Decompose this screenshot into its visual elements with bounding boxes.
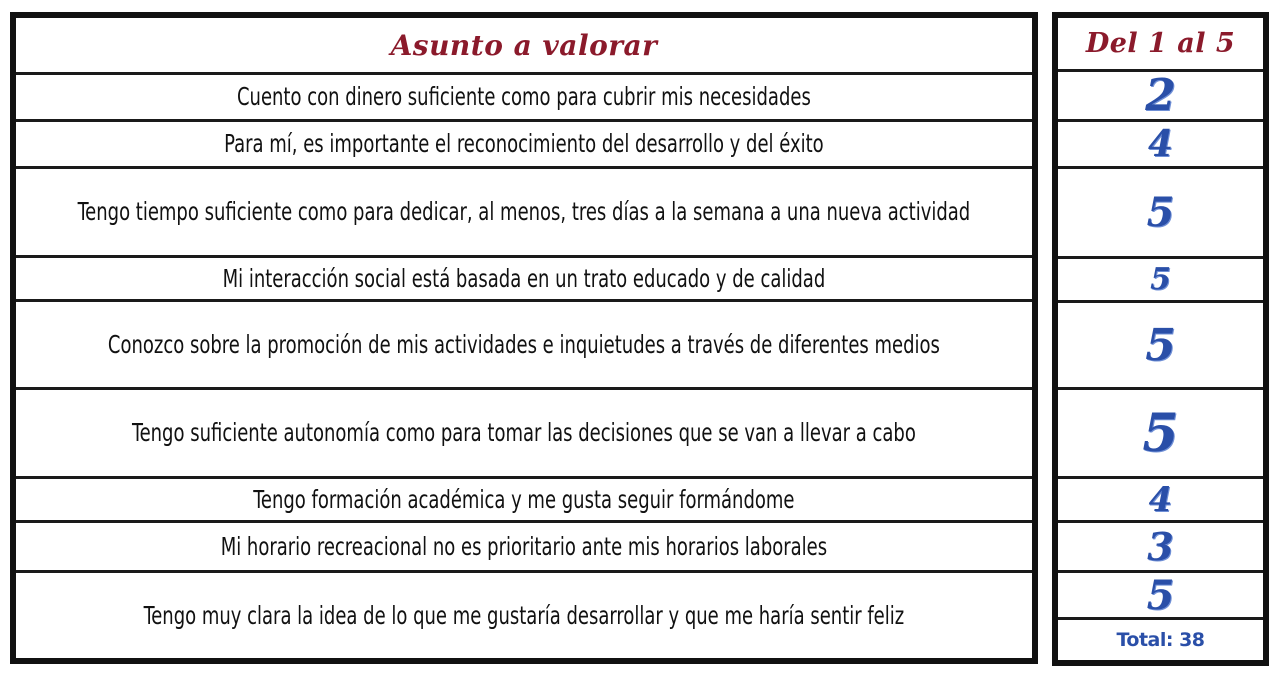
questions-panel [10, 12, 1038, 664]
scale-header-row [1058, 18, 1263, 72]
score-value: 5 [1150, 262, 1171, 297]
score-value: 4 [1147, 123, 1174, 165]
score-row [1058, 122, 1263, 169]
question-text: Mi horario recreacional no es prioritario ante mis horarios laborales [220, 531, 828, 561]
score-row [1058, 169, 1263, 259]
question-text: Tengo formación académica y me gusta seguir formándome [253, 484, 795, 514]
score-value: 4 [1148, 479, 1173, 520]
question-text: Conozco sobre la promoción de mis actividades e inquietudes a través de diferentes medios [108, 329, 941, 359]
question-row [16, 523, 1032, 573]
question-row [16, 258, 1032, 302]
score-row [1058, 390, 1263, 479]
score-value: 5 [1146, 189, 1175, 236]
question-text: Tengo muy clara la idea de lo que me gustaría desarrollar y que me haría sentir feliz [143, 600, 905, 630]
score-row [1058, 573, 1263, 620]
score-row [1058, 479, 1263, 523]
score-row [1058, 523, 1263, 573]
score-row [1058, 72, 1263, 122]
question-text: Para mí, es importante el reconocimiento del desarrollo y del éxito [224, 129, 824, 158]
score-row [1058, 303, 1263, 390]
question-row [16, 479, 1032, 523]
total-row [1058, 620, 1263, 660]
subject-header: Asunto a valorar [390, 28, 658, 62]
scale-header: Del 1 al 5 [1085, 28, 1236, 59]
score-value: 2 [1145, 70, 1176, 121]
question-text: Tengo suficiente autonomía como para tomar las decisiones que se van a llevar a cabo [132, 418, 916, 447]
score-row [1058, 259, 1263, 303]
scores-panel [1052, 12, 1269, 666]
question-text: Tengo tiempo suficiente como para dedicar, al menos, tres días a la semana a una nueva actividad [77, 197, 971, 226]
question-row [16, 75, 1032, 122]
header-row [16, 18, 1032, 75]
question-row [16, 122, 1032, 169]
question-row [16, 573, 1032, 658]
question-row [16, 302, 1032, 390]
question-text: Mi interacción social está basada en un trato educado y de calidad [222, 263, 826, 293]
question-row [16, 390, 1032, 479]
question-text: Cuento con dinero suficiente como para cubrir mis necesidades [237, 82, 811, 111]
total-score: Total: 38 [1116, 629, 1205, 651]
score-value: 3 [1147, 524, 1174, 569]
score-value: 5 [1146, 571, 1175, 619]
score-value: 5 [1145, 319, 1176, 371]
score-value: 5 [1142, 402, 1179, 464]
question-row [16, 169, 1032, 258]
